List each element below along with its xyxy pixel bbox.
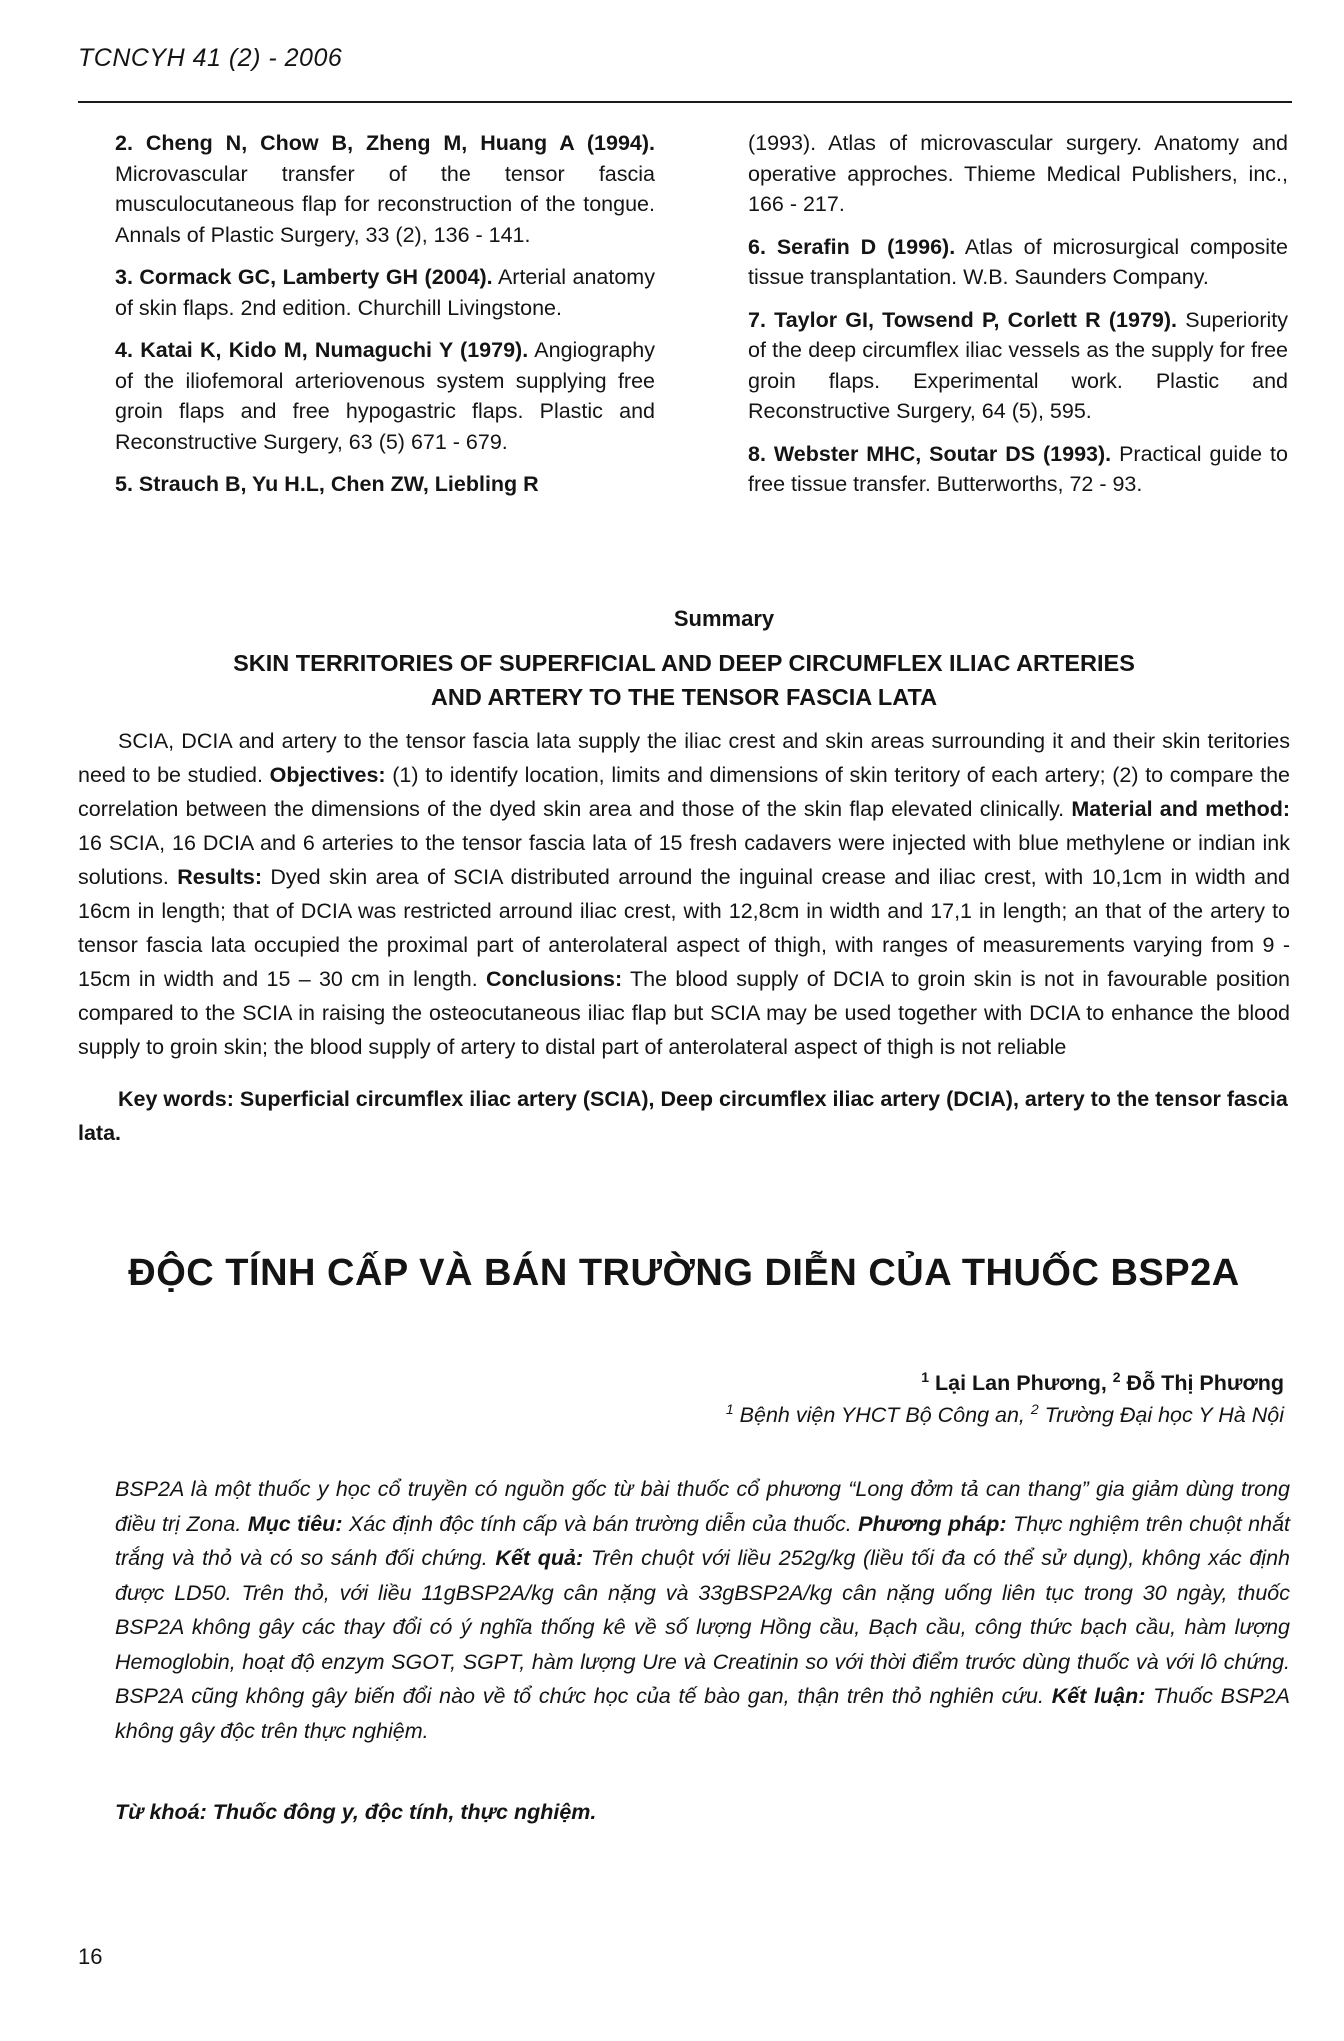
reference-item: 8. Webster MHC, Soutar DS (1993). Practical guide to free tissue transfer. Butterworths, 72 - 93. (748, 441, 1288, 496)
article-title: ĐỘC TÍNH CẤP VÀ BÁN TRƯỜNG DIỄN CỦA THUỐC BSP2A (128, 1252, 1240, 1294)
references-right-column (748, 128, 1288, 512)
reference-item: 3. Cormack GC, Lamberty GH (2004). Arterial anatomy of skin flaps. 2nd edition. Churchill Livingstone. (115, 265, 655, 320)
authors-block (726, 1367, 1284, 1431)
article-keywords: Từ khoá: Thuốc đông y, độc tính, thực nghiệm. (115, 1800, 597, 1824)
summary-body: SCIA, DCIA and artery to the tensor fascia lata supply the iliac crest and skin areas surrounding it and their skin teritories need to be studied. Objectives: (1) to identify location, limits and dimensions of skin teritory of each artery; (2) to compare the correlation between the dimensions of the dyed skin area and those of the skin flap elevated clinically. Material and method: 16 SCIA, 16 DCIA and 6 arteries to the tensor fascia lata of 15 fresh cadavers were injected with blue methylene or indian ink solutions. Results: Dyed skin area of SCIA distributed arround the inguinal crease and iliac crest, with 10,1cm in width and 16cm in length; that of DCIA was restricted arround iliac crest, with 12,8cm in width and 17,1 in length; an that of the artery to tensor fascia lata occupied the proximal part of anterolateral aspect of thigh, with ranges of measurements varying from 9 - 15cm in width and 15 – 30 cm in length. Conclusions: The blood supply of DCIA to groin skin is not in favourable position compared to the SCIA in raising the osteocutaneous iliac flap but SCIA may be used together with DCIA to enhance the blood supply to groin skin; the blood supply of artery to distal part of anterolateral aspect of thigh is not reliable (78, 729, 1291, 1059)
english-summary (78, 606, 1290, 1150)
reference-item: 5. Strauch B, Yu H.L, Chen ZW, Liebling R (115, 472, 539, 496)
author-names: $^1$ Lại Lan Phương, $^2$ Đỗ Thị Phương (921, 1368, 1284, 1395)
summary-title: SKIN TERRITORIES OF SUPERFICIAL AND DEEP CIRCUMFLEX ILIAC ARTERIES AND ARTERY TO THE TENSOR FASCIA LATA (233, 650, 1135, 710)
reference-item: 2. Cheng N, Chow B, Zheng M, Huang A (1994). Microvascular transfer of the tensor fascia musculocutaneous flap for reconstruction of the tongue. Annals of Plastic Surgery, 33 (2), 136 - 141. (115, 131, 655, 247)
header-rule (78, 101, 1292, 103)
references-left-column (115, 128, 655, 512)
summary-keywords: Key words: Superficial circumflex iliac artery (SCIA), Deep circumflex iliac artery (DCIA), artery to the tensor fascia lata. (78, 1087, 1288, 1145)
page-number: 16 (78, 1944, 103, 1969)
reference-item: 7. Taylor GI, Towsend P, Corlett R (1979). Superiority of the deep circumflex iliac vessels as the supply for free groin flaps. Experimental work. Plastic and Reconstructive Surgery, 64 (5), 595. (748, 307, 1289, 423)
article-abstract: BSP2A là một thuốc y học cổ truyền có nguồn gốc từ bài thuốc cổ phương “Long đởm tả can thang” gia giảm dùng trong điều trị Zona. Mục tiêu: Xác định độc tính cấp và bán trường diễn của thuốc. Phương pháp: Thực nghiệm trên chuột nhắt trắng và thỏ và có so sánh đối chứng. Kết quả: Trên chuột với liều 252g/kg (liều tối đa có thể sử dụng), không xác định được LD50. Trên thỏ, với liều 11gBSP2A/kg cân nặng và 33gBSP2A/kg cân nặng uống liên tục trong 30 ngày, thuốc BSP2A không gây các thay đổi có ý nghĩa thống kê về số lượng Hồng cầu, Bạch cầu, công thức bạch cầu, hàm lượng Hemoglobin, hoạt độ enzym SGOT, SGPT, hàm lượng Ure và Creatinin so với thời điểm trước dùng thuốc và với lô chứng. BSP2A cũng không gây biến đổi nào về tổ chức học của tế bào gan, thận trên thỏ nghiên cứu. Kết luận: Thuốc BSP2A không gây độc trên thực nghiệm. (115, 1477, 1291, 1743)
author-affiliations: $^1$ Bệnh viện YHCT Bộ Công an, $^2$ Trường Đại học Y Hà Nội (725, 1400, 1284, 1427)
summary-label: Summary (673, 606, 775, 631)
reference-item: 6. Serafin D (1996). Atlas of microsurgical composite tissue transplantation. W.B. Saunders Company. (748, 234, 1288, 289)
references-section (115, 128, 1288, 512)
reference-item: 4. Katai K, Kido M, Numaguchi Y (1979). Angiography of the iliofemoral arteriovenous system supplying free groin flaps and free hypogastric flaps. Plastic and Reconstructive Surgery, 63 (5) 671 - 679. (115, 338, 655, 454)
journal-header: TCNCYH 41 (2) - 2006 (78, 44, 343, 72)
reference-continuation: (1993). Atlas of microvascular surgery. Anatomy and operative approches. Thieme Medical Publishers, inc., 166 - 217. (748, 131, 1288, 216)
